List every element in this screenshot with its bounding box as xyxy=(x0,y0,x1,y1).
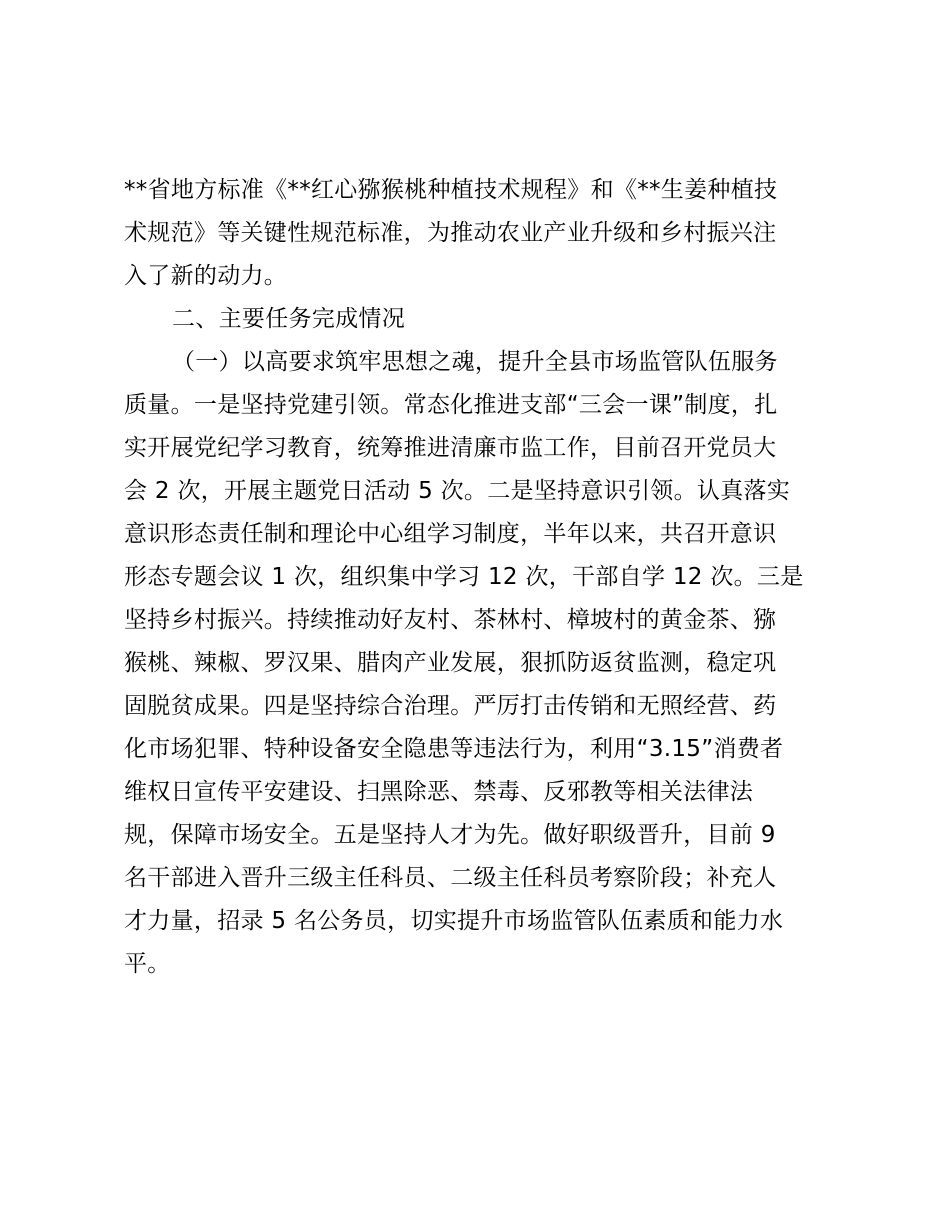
text-line: 质量。一是坚持党建引领。常态化推进支部“三会一课”制度，扎 xyxy=(124,392,778,418)
text-line: 坚持乡村振兴。持续推动好友村、茶林村、樟坡村的黄金茶、猕 xyxy=(124,607,777,633)
text-line: **省地方标准《**红心猕猴桃种植技术规程》和《**生姜种植技 xyxy=(124,177,778,203)
text-line: 实开展党纪学习教育，统筹推进清廉市监工作，目前召开党员大 xyxy=(124,435,777,461)
text-line: 平。 xyxy=(124,951,171,977)
text-line: 会 2 次，开展主题党日活动 5 次。二是坚持意识引领。认真落实 xyxy=(124,478,791,504)
text-line: 形态专题会议 1 次，组织集中学习 12 次，干部自学 12 次。三是 xyxy=(124,564,804,590)
text-line: 化市场犯罪、特种设备安全隐患等违法行为，利用“3.15”消费者 xyxy=(124,736,784,762)
text-line: 规，保障市场安全。五是坚持人才为先。做好职级晋升，目前 9 xyxy=(124,822,776,848)
text-line: 维权日宣传平安建设、扫黑除恶、禁毒、反邪教等相关法律法 xyxy=(124,779,754,805)
text-line: 意识形态责任制和理论中心组学习制度，半年以来，共召开意识 xyxy=(124,521,777,547)
text-line: 才力量，招录 5 名公务员，切实提升市场监管队伍素质和能力水 xyxy=(124,908,784,934)
text-line: 猴桃、辣椒、罗汉果、腊肉产业发展，狠抓防返贫监测，稳定巩 xyxy=(124,650,777,676)
text-line: 固脱贫成果。四是坚持综合治理。严厉打击传销和无照经营、药 xyxy=(124,693,777,719)
text-line: （一）以高要求筑牢思想之魂，提升全县市场监管队伍服务 xyxy=(172,349,778,375)
text-line: 入了新的动力。 xyxy=(124,263,288,289)
text-line: 术规范》等关键性规范标准，为推动农业产业升级和乡村振兴注 xyxy=(124,220,777,246)
section-heading: 二、主要任务完成情况 xyxy=(172,306,405,332)
text-line: 名干部进入晋升三级主任科员、二级主任科员考察阶段；补充人 xyxy=(124,865,777,891)
